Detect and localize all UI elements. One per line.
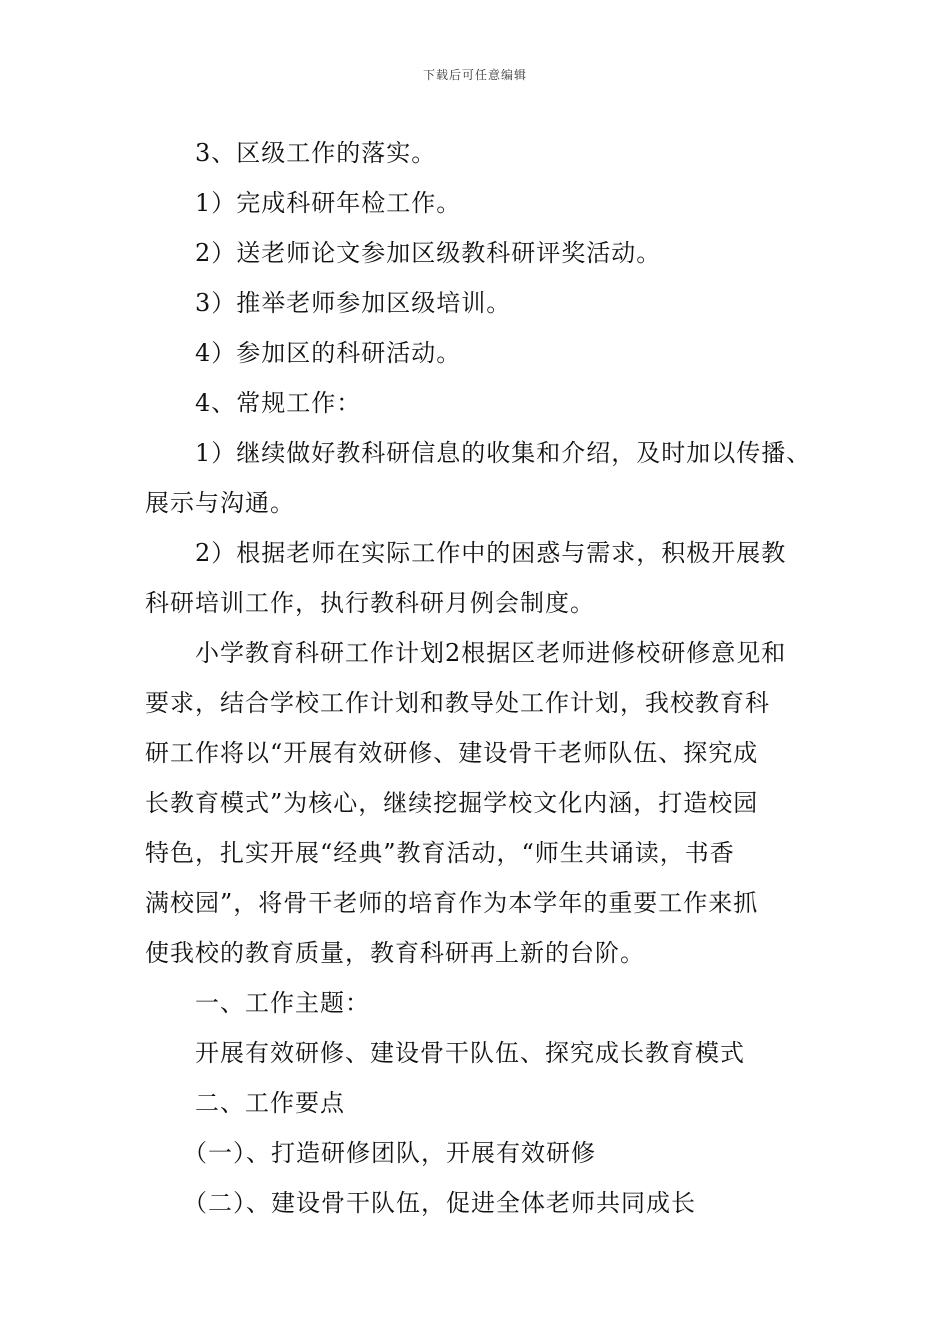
- subsection-heading: （一）、打造研修团队，开展有效研修: [183, 1139, 596, 1167]
- subsection-heading: （二）、建设骨干队伍，促进全体老师共同成长: [183, 1189, 696, 1217]
- list-item: 4）参加区的科研活动。: [195, 339, 462, 367]
- list-item: 1）继续做好教科研信息的收集和介绍，及时加以传播、: [195, 439, 812, 467]
- paragraph-line: 要求，结合学校工作计划和教导处工作计划，我校教育科: [145, 689, 770, 717]
- list-item: 1）完成科研年检工作。: [195, 189, 462, 217]
- section-heading: 4、常规工作：: [195, 389, 362, 417]
- list-item: 2）根据老师在实际工作中的困惑与需求，积极开展教: [195, 539, 787, 567]
- list-item: 3）推举老师参加区级培训。: [195, 289, 512, 317]
- paragraph-line: 科研培训工作，执行教科研月例会制度。: [145, 589, 595, 617]
- paragraph-line: 小学教育科研工作计划2根据区老师进修校研修意见和: [195, 639, 787, 667]
- section-heading: 二、工作要点: [195, 1089, 345, 1117]
- paragraph-line: 特色，扎实开展“经典”教育活动，“师生共诵读，书香: [145, 839, 735, 867]
- paragraph-line: 研工作将以“开展有效研修、建设骨干老师队伍、探究成: [145, 739, 759, 767]
- list-item: 2）送老师论文参加区级教科研评奖活动。: [195, 239, 662, 267]
- section-heading: 3、区级工作的落实。: [195, 139, 437, 167]
- paragraph-line: 长教育模式”为核心，继续挖掘学校文化内涵，打造校园: [145, 789, 759, 817]
- section-heading: 一、工作主题：: [195, 989, 370, 1017]
- page-header: 下载后可任意编辑: [422, 68, 527, 82]
- paragraph-line: 展示与沟通。: [145, 489, 295, 517]
- paragraph-line: 开展有效研修、建设骨干队伍、探究成长教育模式: [195, 1039, 745, 1067]
- paragraph-line: 满校园”，将骨干老师的培育作为本学年的重要工作来抓: [145, 889, 759, 917]
- document-body: [145, 128, 825, 1228]
- paragraph-line: 使我校的教育质量，教育科研再上新的台阶。: [145, 939, 645, 967]
